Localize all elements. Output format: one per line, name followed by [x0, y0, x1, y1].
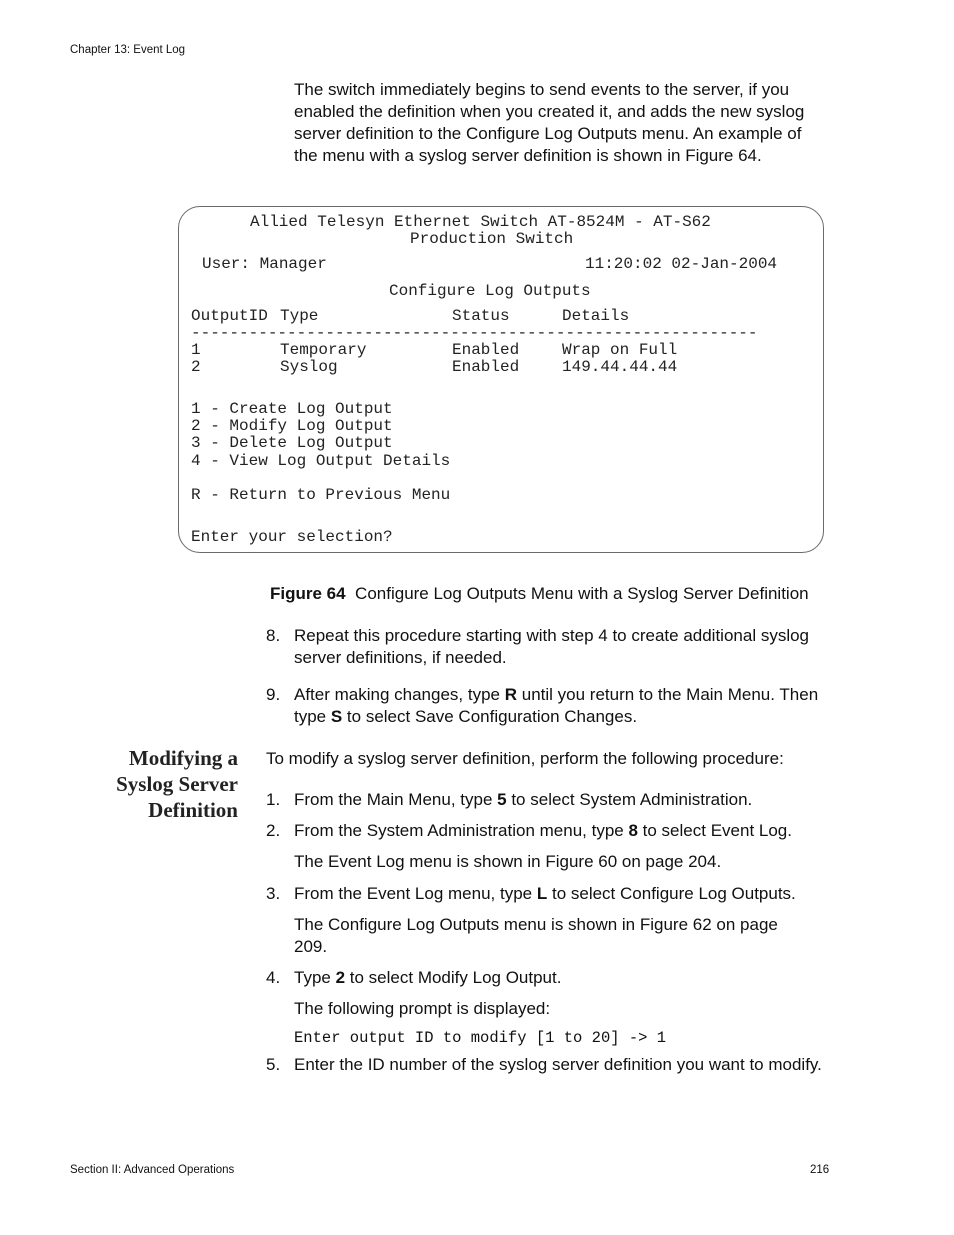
key-8: 8 — [628, 821, 638, 840]
note-event-log-menu: The Event Log menu is shown in Figure 60 on page 204. — [294, 852, 722, 871]
step-number: 9. — [266, 685, 281, 704]
step-text: Repeat this procedure starting with step 4 to create additional syslog server definitions, if needed. — [294, 626, 810, 667]
step-text: to select Modify Log Output. — [345, 968, 562, 987]
step-text: From the Main Menu, type — [294, 790, 498, 809]
step-number: 2. — [266, 821, 281, 840]
code-prompt: Enter output ID to modify [1 to 20] -> 1 — [294, 1029, 667, 1047]
menu-option-2: 2 - Modify Log Output — [191, 417, 393, 435]
key-s: S — [330, 707, 343, 726]
terminal-separator: ----------------------------------------------------------- — [191, 324, 758, 342]
step-number: 8. — [266, 626, 281, 645]
footer-section: Section II: Advanced Operations — [70, 1164, 235, 1176]
terminal-user: User: Manager — [202, 255, 327, 273]
menu-option-return: R - Return to Previous Menu — [191, 486, 451, 504]
note-prompt-displayed: The following prompt is displayed: — [294, 999, 551, 1018]
terminal-screen — [178, 206, 824, 553]
terminal-prompt: Enter your selection? — [191, 528, 393, 546]
page-header: Chapter 13: Event Log — [70, 44, 186, 56]
step-9 — [266, 684, 836, 728]
step-text: From the System Administration menu, type — [294, 821, 629, 840]
step-number: 1. — [266, 790, 281, 809]
figure-caption-text: Configure Log Outputs Menu with a Syslog Server Definition — [355, 584, 809, 603]
terminal-datetime: 11:20:02 02-Jan-2004 — [585, 255, 778, 273]
terminal-title-line2: Production Switch — [410, 230, 574, 248]
step-2 — [266, 820, 836, 842]
step-number: 4. — [266, 968, 281, 987]
section-heading: Modifying a Syslog Server Definition — [116, 746, 238, 822]
column-header-outputid: OutputID — [191, 307, 268, 325]
key-r: R — [504, 685, 518, 704]
note-configure-log-outputs: The Configure Log Outputs menu is shown in Figure 62 on page 209. — [294, 915, 778, 956]
row-1-status: Enabled — [452, 341, 520, 359]
terminal-menu-title: Configure Log Outputs — [389, 282, 591, 300]
row-2-details: 149.44.44.44 — [562, 358, 678, 376]
row-2-status: Enabled — [452, 358, 520, 376]
column-header-status: Status — [452, 307, 510, 325]
step-number: 3. — [266, 884, 281, 903]
step-text: to select Configure Log Outputs. — [547, 884, 796, 903]
step-5 — [266, 1054, 836, 1098]
row-2-type: Syslog — [280, 358, 338, 376]
step-8 — [266, 625, 836, 669]
step-3 — [266, 883, 836, 905]
row-1-id: 1 — [191, 341, 201, 359]
step-4 — [266, 967, 836, 989]
key-2: 2 — [335, 968, 346, 987]
figure-label: Figure 64 — [270, 584, 346, 603]
step-text: to select Save Configuration Changes. — [342, 707, 638, 726]
step-text: Type — [294, 968, 336, 987]
step-1 — [266, 789, 836, 811]
menu-option-1: 1 - Create Log Output — [191, 400, 393, 418]
step-text: until you return to the Main Menu. Then type — [294, 685, 819, 726]
column-header-details: Details — [562, 307, 630, 325]
page-number: 216 — [810, 1164, 830, 1176]
menu-option-3: 3 - Delete Log Output — [191, 434, 393, 452]
step-text: After making changes, type — [294, 685, 505, 704]
key-l: L — [536, 884, 548, 903]
row-1-details: Wrap on Full — [562, 341, 678, 359]
column-header-type: Type — [280, 307, 319, 325]
terminal-title-line1: Allied Telesyn Ethernet Switch AT-8524M - AT-S62 — [250, 213, 711, 231]
row-2-id: 2 — [191, 358, 201, 376]
row-1-type: Temporary — [280, 341, 367, 359]
intro-paragraph: The switch immediately begins to send events to the server, if you enabled the definition when you created it, and adds the new syslog server definition to the Configure Log Outputs menu. An example of the menu with a syslog server definition is shown in Figure 64. — [294, 80, 805, 165]
step-text: to select System Administration. — [506, 790, 753, 809]
section-intro: To modify a syslog server definition, perform the following procedure: — [266, 749, 784, 768]
step-text: to select Event Log. — [637, 821, 792, 840]
key-5: 5 — [497, 790, 507, 809]
step-number: 5. — [266, 1055, 281, 1074]
menu-option-4: 4 - View Log Output Details — [191, 452, 451, 470]
step-text: From the Event Log menu, type — [294, 884, 537, 903]
figure-caption — [270, 584, 809, 604]
step-text: Enter the ID number of the syslog server definition you want to modify. — [294, 1055, 822, 1074]
